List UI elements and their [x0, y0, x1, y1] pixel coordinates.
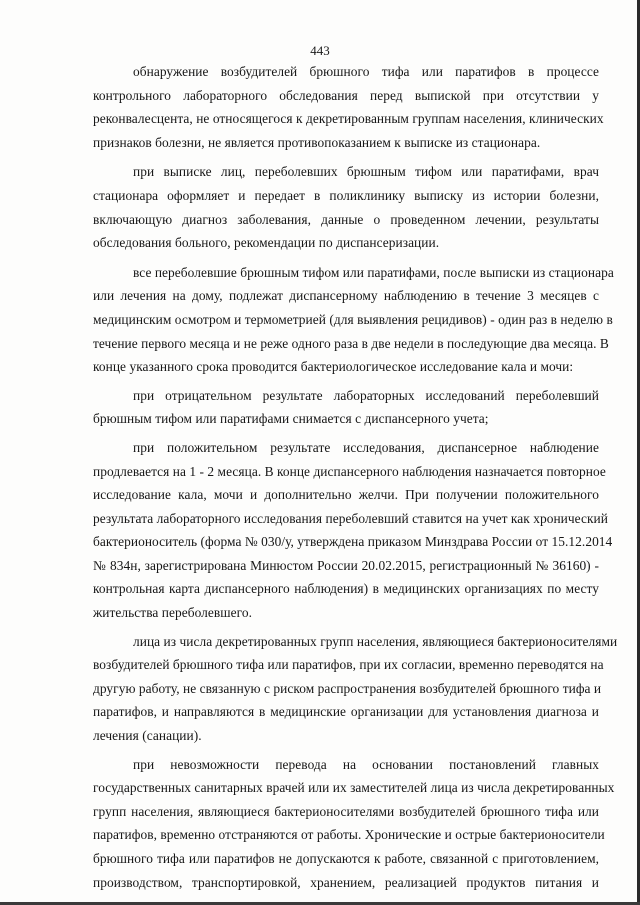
- text-line: при выписке лиц, переболевших брюшным тифом или паратифами, врач: [133, 164, 599, 180]
- document-body: [93, 60, 618, 894]
- text-line: обнаружение возбудителей брюшного тифа или паратифов в процессе: [133, 64, 599, 79]
- text-line: включающую диагноз заболевания, данные о проведенном лечении, результаты: [93, 211, 599, 227]
- text-line: стационара оформляет и передает в поликлинику выписку из истории болезни,: [93, 187, 599, 203]
- paragraph-1: [93, 60, 604, 154]
- paragraph-4: [93, 384, 599, 431]
- text-line: реконвалесцента, не относящегося к декретированным группам населения, клинических: [93, 111, 604, 127]
- text-line: другую работу, не связанную с риском распространения возбудителей брюшного тифа и: [93, 680, 602, 696]
- text-line: жительства переболевшего.: [93, 605, 252, 621]
- paragraph-2: [93, 160, 599, 254]
- text-line: при невозможности перевода на основании постановлений главных: [133, 756, 599, 772]
- text-line: контрольного лабораторного обследования перед выпиской при отсутствии у: [93, 87, 599, 103]
- text-line: все переболевшие брюшным тифом или паратифами, после выписки из стационара: [133, 264, 614, 280]
- text-line: лица из числа декретированных групп населения, являющиеся бактерионосителями: [133, 633, 618, 649]
- text-line: продлевается на 1 - 2 месяца. В конце диспансерного наблюдения назначается повторное: [93, 463, 606, 479]
- text-line: исследование кала, мочи и дополнительно желчи. При получении положительного: [93, 487, 599, 503]
- text-line: государственных санитарных врачей или их заместителей лица из числа декретированных: [93, 780, 615, 796]
- paragraph-6: [93, 630, 618, 748]
- paragraph-7: [93, 753, 615, 895]
- text-line: при отрицательном результате лабораторных исследований переболевший: [133, 387, 599, 403]
- text-line: № 834н, зарегистрирована Минюстом России 20.02.2015, регистрационный № 36160) -: [93, 557, 599, 573]
- text-line: брюшного тифа или паратифов не допускаются к работе, связанной с приготовлением,: [93, 851, 599, 866]
- text-line: брюшным тифом или паратифами снимается с диспансерного учета;: [93, 411, 489, 427]
- text-line: признаков болезни, не является противопоказанием к выписке из стационара.: [93, 134, 541, 150]
- text-line: или лечения на дому, подлежат диспансерному наблюдению в течение 3 месяцев с: [93, 288, 599, 304]
- text-line: медицинским осмотром и термометрией (для выявления рецидивов) - один раз в неделю в: [93, 311, 613, 327]
- text-line: течение первого месяца и не реже одного раза в две недели в последующие два месяца. В: [93, 335, 609, 351]
- page-number: 443: [310, 43, 330, 58]
- text-line: возбудителей брюшного тифа или паратифов, при их согласии, временно переводятся на: [93, 657, 604, 673]
- text-line: паратифов, временно отстраняются от работы. Хронические и острые бактерионосители: [93, 827, 605, 843]
- text-line: результата лабораторного исследования переболевший ставится на учет как хронический: [93, 510, 608, 526]
- text-line: лечения (санации).: [93, 728, 202, 744]
- text-line: бактерионоситель (форма № 030/у, утверждена приказом Минздрава России от 15.12.2014: [93, 534, 613, 550]
- text-line: паратифов, и направляются в медицинские организации для установления диагноза и: [93, 704, 599, 720]
- text-line: контрольная карта диспансерного наблюдения) в медицинских организациях по месту: [93, 581, 599, 597]
- text-line: конце указанного срока проводится бактериологическое исследование кала и мочи:: [93, 359, 574, 375]
- text-line: групп населения, являющиеся бактерионосителями возбудителей брюшного тифа или: [93, 803, 599, 819]
- text-line: при положительном результате исследования, диспансерное наблюдение: [133, 439, 599, 455]
- paragraph-3: [93, 261, 614, 379]
- text-line: обследования больного, рекомендации по диспансеризации.: [93, 235, 440, 251]
- paragraph-5: [93, 436, 613, 625]
- text-line: производством, транспортировкой, хранением, реализацией продуктов питания и: [93, 874, 599, 890]
